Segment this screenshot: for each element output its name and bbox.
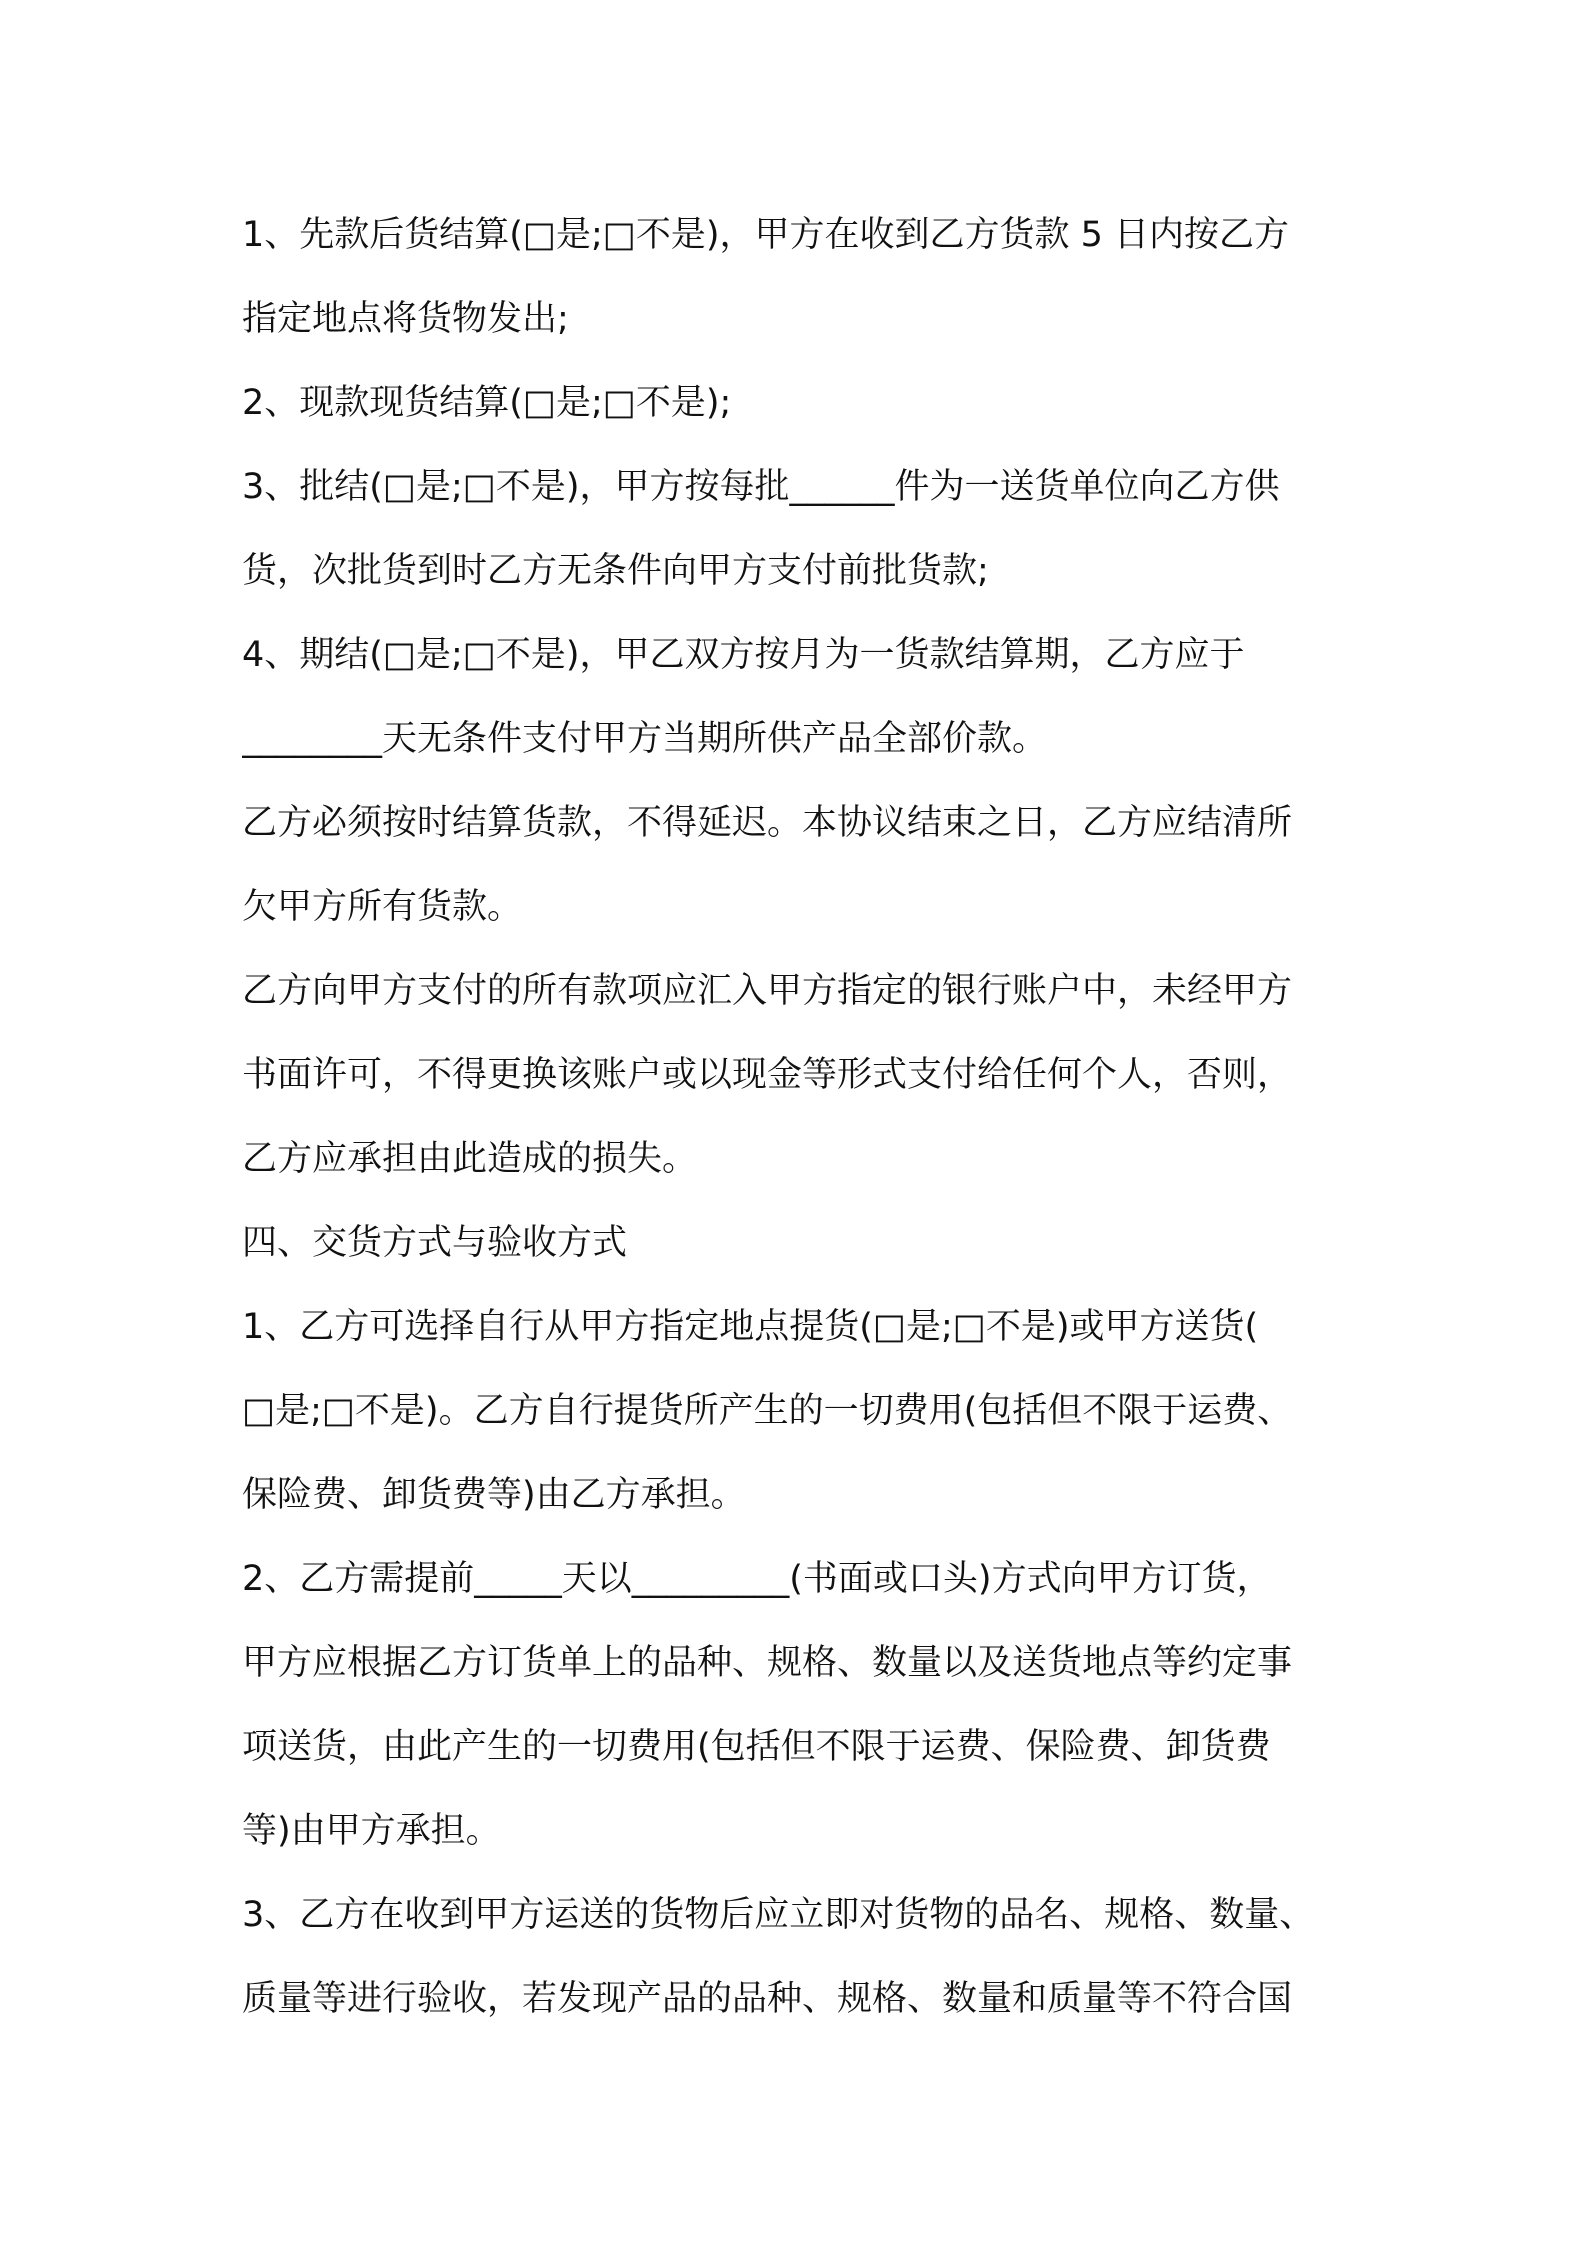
text-line: 2、乙方需提前_____天以_________(书面或口头)方式向甲方订货， <box>242 1559 1272 1599</box>
text-line: 乙方必须按时结算货款，不得延迟。本协议结束之日，乙方应结清所 <box>242 803 1293 843</box>
text-line: 项送货，由此产生的一切费用(包括但不限于运费、保险费、卸货费 <box>242 1727 1271 1767</box>
text-line: 4、期结(□是;□不是)，甲乙双方按月为一货款结算期，乙方应于 <box>242 635 1245 675</box>
text-line: 乙方向甲方支付的所有款项应汇入甲方指定的银行账户中，未经甲方 <box>242 971 1293 1011</box>
text-line: 指定地点将货物发出; <box>242 299 569 339</box>
text-line: 3、乙方在收到甲方运送的货物后应立即对货物的品名、规格、数量、 <box>242 1895 1315 1935</box>
text-line: 等)由甲方承担。 <box>242 1811 501 1851</box>
text-line: 1、先款后货结算(□是;□不是)，甲方在收到乙方货款 5 日内按乙方 <box>242 215 1290 255</box>
text-line: 书面许可，不得更换该账户或以现金等形式支付给任何个人，否则， <box>242 1055 1293 1095</box>
text-line: 质量等进行验收，若发现产品的品种、规格、数量和质量等不符合国 <box>242 1979 1293 2019</box>
text-line: ________天无条件支付甲方当期所供产品全部价款。 <box>242 719 1048 759</box>
section-heading: 四、交货方式与验收方式 <box>242 1223 628 1263</box>
text-line: 货，次批货到时乙方无条件向甲方支付前批货款; <box>242 551 989 591</box>
text-line: 欠甲方所有货款。 <box>242 887 523 927</box>
text-line: 3、批结(□是;□不是)，甲方按每批______件为一送货单位向乙方供 <box>242 467 1280 507</box>
text-line: 甲方应根据乙方订货单上的品种、规格、数量以及送货地点等约定事 <box>242 1643 1293 1683</box>
text-line: 2、现款现货结算(□是;□不是); <box>242 383 732 423</box>
text-line: □是;□不是)。乙方自行提货所产生的一切费用(包括但不限于运费、 <box>242 1391 1293 1431</box>
text-line: 1、乙方可选择自行从甲方指定地点提货(□是;□不是)或甲方送货( <box>242 1307 1259 1347</box>
document-body <box>242 193 1372 2041</box>
text-line: 乙方应承担由此造成的损失。 <box>242 1139 698 1179</box>
text-line: 保险费、卸货费等)由乙方承担。 <box>242 1475 746 1515</box>
